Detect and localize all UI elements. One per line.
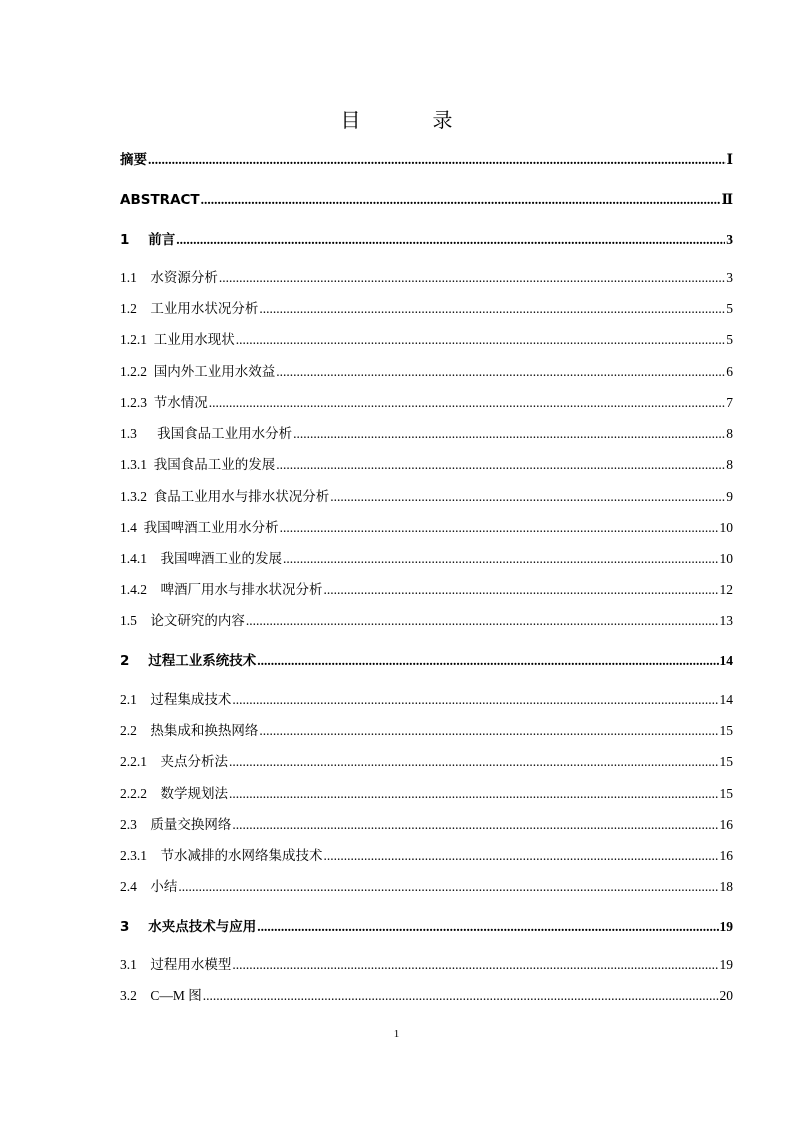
toc-leader-dots [259,299,725,319]
title-char-1: 目 [340,108,361,132]
toc-entry-page: 18 [719,879,733,894]
toc-entry-title: 1.3 我国食品工业用水分析 [120,426,293,441]
toc-leader-dots [232,815,718,835]
toc-entry-page: 16 [719,848,733,863]
toc-entry-title: 1.2 工业用水状况分析 [120,301,259,316]
toc-entry-title: 2.1 过程集成技术 [120,692,232,707]
toc-leader-dots [209,393,726,413]
toc-entry-page: Ⅰ [726,152,733,167]
toc-entry[interactable] [120,230,733,250]
toc-entry[interactable] [120,268,733,288]
toc-leader-dots [280,518,719,538]
toc-leader-dots [148,150,726,170]
toc-entry-page: 14 [719,692,733,707]
toc-entry-title: 1.2.3 节水情况 [120,395,208,410]
toc-entry-page: 14 [719,653,733,668]
toc-entry-page: 16 [719,817,733,832]
toc-entry-title: 1.4.2 啤酒厂用水与排水状况分析 [120,582,323,597]
toc-entry-title: 2.3.1 节水减排的水网络集成技术 [120,848,323,863]
toc-entry[interactable] [120,549,733,569]
toc-entry-title: 2.2.2 数学规划法 [120,786,228,801]
toc-entry-title: 1.3.2 食品工业用水与排水状况分析 [120,489,330,504]
toc-entry-page: 8 [726,457,733,472]
toc-entry[interactable] [120,393,733,413]
toc-entry-title: 1.4 我国啤酒工业用水分析 [120,520,279,535]
toc-entry[interactable] [120,518,733,538]
toc-entry[interactable] [120,611,733,631]
toc-leader-dots [257,651,718,671]
toc-entry[interactable] [120,190,733,210]
toc-entry[interactable] [120,846,733,866]
toc-entry[interactable] [120,721,733,741]
page-number: 1 [393,1028,400,1040]
toc-entry-title: 1.5 论文研究的内容 [120,613,245,628]
toc-leader-dots [324,580,719,600]
toc-leader-dots [324,846,719,866]
toc-entry-title: 2.2 热集成和换热网络 [120,723,259,738]
toc-entry-page: 19 [719,957,733,972]
toc-entry-page: 10 [719,520,733,535]
toc-entry[interactable] [120,455,733,475]
toc-leader-dots [229,784,719,804]
toc-entry-page: Ⅱ [721,192,733,207]
toc-entry-title: 1.2.2 国内外工业用水效益 [120,364,276,379]
toc-leader-dots [178,877,718,897]
toc-entry-title: 3.2 C—M 图 [120,988,202,1003]
toc-leader-dots [229,752,719,772]
toc-entry-page: 20 [719,988,733,1003]
toc-entry[interactable] [120,651,733,671]
toc-entry[interactable] [120,690,733,710]
toc-entry[interactable] [120,917,733,937]
toc-entry[interactable] [120,487,733,507]
toc-entry[interactable] [120,330,733,350]
toc-leader-dots [259,721,718,741]
toc-leader-dots [283,549,719,569]
toc-entry[interactable] [120,955,733,975]
toc-entry[interactable] [120,580,733,600]
toc-entry[interactable] [120,150,733,170]
toc-leader-dots [203,986,719,1006]
toc-entry-page: 5 [726,301,733,316]
toc-leader-dots [330,487,725,507]
toc-entry-page: 13 [719,613,733,628]
toc-entry-title: 2.3 质量交换网络 [120,817,232,832]
toc-entry-page: 3 [726,270,733,285]
toc-entry-page: 3 [726,232,733,247]
toc-entry-page: 7 [726,395,733,410]
toc-leader-dots [236,330,726,350]
title-char-2: 录 [432,108,453,132]
toc-entry-page: 9 [726,489,733,504]
toc-entry-page: 5 [726,332,733,347]
toc-entry-title: 1.4.1 我国啤酒工业的发展 [120,551,282,566]
toc-entry-title: 2 过程工业系统技术 [120,653,257,669]
toc-entry-title: 1 前言 [120,232,176,248]
toc-leader-dots [232,955,718,975]
toc-leader-dots [293,424,725,444]
page-title [0,104,793,133]
toc-entry-page: 8 [726,426,733,441]
toc-leader-dots [176,230,725,250]
toc-entry-page: 10 [719,551,733,566]
toc-entry-title: 1.3.1 我国食品工业的发展 [120,457,276,472]
toc-entry-title: 2.4 小结 [120,879,178,894]
toc-entry-page: 15 [719,754,733,769]
toc-entry[interactable] [120,424,733,444]
toc-entry-title: 3 水夹点技术与应用 [120,919,257,935]
toc-entry[interactable] [120,362,733,382]
toc-entry-title: 2.2.1 夹点分析法 [120,754,228,769]
toc-leader-dots [219,268,725,288]
toc-leader-dots [257,917,718,937]
toc-entry-page: 19 [719,919,733,934]
toc-entry-page: 12 [719,582,733,597]
toc-entry-title: ABSTRACT [120,192,200,208]
toc-entry[interactable] [120,877,733,897]
toc-leader-dots [246,611,719,631]
toc-entry-title: 1.1 水资源分析 [120,270,218,285]
toc-entry[interactable] [120,784,733,804]
toc-leader-dots [201,190,721,210]
toc-entry-page: 6 [726,364,733,379]
toc-entry-page: 15 [719,786,733,801]
toc-entry-page: 15 [719,723,733,738]
toc-entry[interactable] [120,986,733,1006]
toc-entry[interactable] [120,815,733,835]
toc-leader-dots [276,362,725,382]
toc-leader-dots [232,690,718,710]
toc-entry-title: 1.2.1 工业用水现状 [120,332,235,347]
toc-entry-title: 摘要 [120,152,147,168]
toc-leader-dots [276,455,725,475]
toc-entry[interactable] [120,299,733,319]
toc-entry[interactable] [120,752,733,772]
toc-entry-title: 3.1 过程用水模型 [120,957,232,972]
